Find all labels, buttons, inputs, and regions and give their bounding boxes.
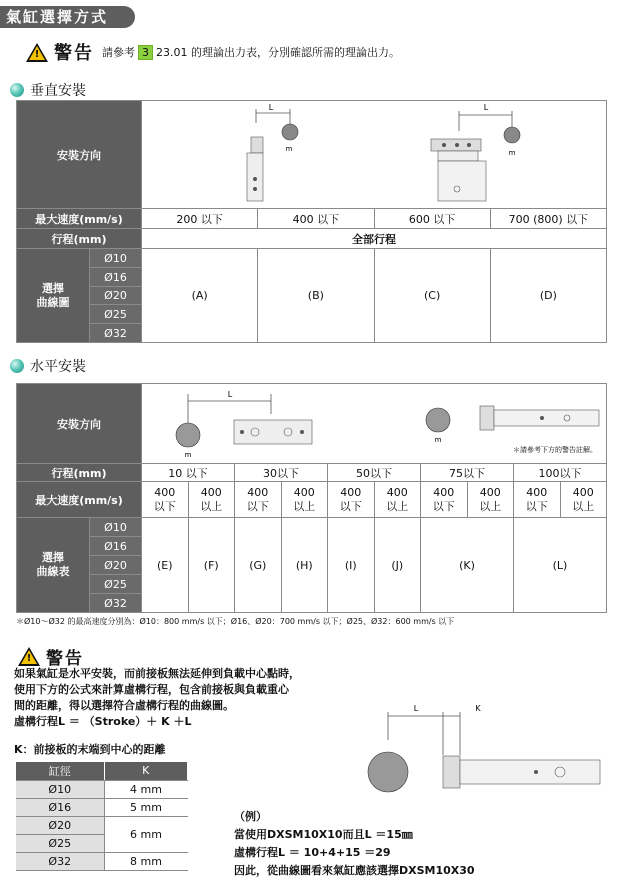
warning-line xyxy=(26,40,400,64)
bore-cell: Ø16 xyxy=(90,268,142,287)
curve-cell: (B) xyxy=(258,249,374,343)
bore-cell: Ø32 xyxy=(90,324,142,343)
k-bore: Ø16 xyxy=(16,798,104,816)
vertical-cylinder-large xyxy=(431,103,520,201)
stroke-all-cell: 全部行程 xyxy=(142,229,607,249)
curve-cell: (F) xyxy=(188,518,235,613)
speed-cell: 400 以上 xyxy=(281,482,328,518)
bore-cell: Ø16 xyxy=(90,537,142,556)
example-line: （例） xyxy=(234,810,267,823)
k-value: 6 mm xyxy=(104,816,188,852)
vertical-direction-label: 安裝方向 xyxy=(17,101,142,209)
curve-cell: (J) xyxy=(374,518,421,613)
speed-cell: 600 以下 xyxy=(374,209,490,229)
k-value: 4 mm xyxy=(104,780,188,798)
vertical-section-title: 垂直安裝 xyxy=(10,80,86,100)
speed-cell: 400 以下 xyxy=(258,209,374,229)
speed-cell: 400 以上 xyxy=(560,482,607,518)
speed-cell: 700 (800) 以下 xyxy=(490,209,606,229)
mass-m-label: m xyxy=(184,451,192,459)
vertical-speed-label: 最大速度(mm/s) xyxy=(17,209,142,229)
bore-cell: Ø10 xyxy=(90,249,142,268)
example-line: 當使用DXSM10X10而且L ＝15㎜ xyxy=(234,828,413,841)
k-bore: Ø25 xyxy=(16,834,104,852)
dim-L-label: L xyxy=(227,390,233,399)
k-table xyxy=(16,762,188,871)
curve-cell: (I) xyxy=(328,518,375,613)
k-table-caption: K：前接板的末端到中心的距離 xyxy=(14,743,166,756)
horizontal-direction-label: 安裝方向 xyxy=(17,384,142,464)
warning-icon: ! xyxy=(26,43,48,62)
curve-cell: (K) xyxy=(421,518,514,613)
k-bore: Ø10 xyxy=(16,780,104,798)
curve-cell: (G) xyxy=(235,518,282,613)
speed-cell: 400 以下 xyxy=(421,482,468,518)
bore-cell: Ø25 xyxy=(90,575,142,594)
k-value: 5 mm xyxy=(104,798,188,816)
warning2-title: 警告 xyxy=(46,649,84,669)
curve-cell: (C) xyxy=(374,249,490,343)
bore-cell: Ø20 xyxy=(90,287,142,305)
curve-cell: (L) xyxy=(514,518,607,613)
k-diagram xyxy=(360,700,605,800)
speed-cell: 400 以上 xyxy=(188,482,235,518)
mass-m-label: m xyxy=(285,145,293,153)
k-bore: Ø20 xyxy=(16,816,104,834)
stroke-cell: 75以下 xyxy=(421,464,514,482)
curve-cell: (D) xyxy=(490,249,606,343)
horizontal-diagram xyxy=(142,384,606,462)
bullet-icon xyxy=(10,83,24,97)
warning-title: 警告 xyxy=(54,43,94,64)
dim-L-label: L xyxy=(483,103,489,112)
stroke-cell: 10 以下 xyxy=(142,464,235,482)
vertical-stroke-label: 行程(mm) xyxy=(17,229,142,249)
stroke-cell: 30以下 xyxy=(235,464,328,482)
example-line: 因此，從曲線圖看來氣缸應該選擇DXSM10X30 xyxy=(234,864,475,877)
page-title: 氣缸選擇方式 xyxy=(0,6,135,28)
vertical-select-label: 選擇 曲線圖 xyxy=(17,249,90,343)
warning2-line: 間的距離，得以選擇符合虛構行程的曲線圖。 xyxy=(14,699,234,712)
warning-text-after: 23.01 的理論出力表，分別確認所需的理論出力。 xyxy=(156,46,400,59)
vertical-diagram xyxy=(141,101,606,207)
example-block xyxy=(234,808,475,880)
speed-cell: 400 以下 xyxy=(142,482,189,518)
horizontal-plate-diagram xyxy=(176,390,312,459)
k-bore: Ø32 xyxy=(16,852,104,870)
k-value: 8 mm xyxy=(104,852,188,870)
speed-cell: 200 以下 xyxy=(142,209,258,229)
speed-cell: 400 以下 xyxy=(328,482,375,518)
curve-cell: (A) xyxy=(142,249,258,343)
horizontal-speed-label: 最大速度(mm/s) xyxy=(17,482,142,518)
warning2-formula: 虛構行程L ＝ （Stroke）＋ K ＋L xyxy=(14,715,192,728)
stroke-cell: 50以下 xyxy=(328,464,421,482)
see-note-text: ＊請參考下方的警告註解。 xyxy=(513,446,597,454)
horizontal-rod-diagram xyxy=(426,406,599,454)
warning-icon: ! xyxy=(18,647,40,666)
warning2-line: 使用下方的公式來計算虛構行程，包含前接板與負載重心 xyxy=(14,683,289,696)
curve-cell: (H) xyxy=(281,518,328,613)
k-diagram-L: L xyxy=(413,704,419,713)
footnote: ＊Ø10～Ø32 的最高速度分別為：Ø10：800 mm/s 以下；Ø16、Ø20：700 mm/s 以下；Ø25、Ø32：600 mm/s 以下 xyxy=(16,617,455,626)
speed-cell: 400 以上 xyxy=(467,482,514,518)
horizontal-stroke-label: 行程(mm) xyxy=(17,464,142,482)
speed-cell: 400 以下 xyxy=(514,482,561,518)
warning-text-before: 請參考 xyxy=(102,46,135,59)
speed-cell: 400 以下 xyxy=(235,482,282,518)
bore-cell: Ø20 xyxy=(90,556,142,575)
reference-badge: 3 xyxy=(138,45,153,60)
example-line: 虛構行程L ＝ 10+4+15 ＝29 xyxy=(234,846,391,859)
curve-cell: (E) xyxy=(142,518,189,613)
bore-cell: Ø25 xyxy=(90,305,142,324)
k-head-k: K xyxy=(104,762,188,780)
bullet-icon xyxy=(10,359,24,373)
mass-m-label: m xyxy=(434,436,442,444)
horizontal-select-label: 選擇 曲線表 xyxy=(17,518,90,613)
k-diagram-K: K xyxy=(475,704,481,713)
warning2-line: 如果氣缸是水平安裝，而前接板無法延伸到負載中心點時， xyxy=(14,667,300,680)
mass-m-label: m xyxy=(508,149,516,157)
vertical-cylinder-small xyxy=(247,103,298,201)
bore-cell: Ø32 xyxy=(90,594,142,613)
dim-L-label: L xyxy=(268,103,274,112)
speed-cell: 400 以上 xyxy=(374,482,421,518)
warning2-text xyxy=(14,666,344,730)
horizontal-section-title: 水平安裝 xyxy=(10,356,86,376)
stroke-cell: 100以下 xyxy=(514,464,607,482)
bore-cell: Ø10 xyxy=(90,518,142,537)
k-head-bore: 缸徑 xyxy=(16,762,104,780)
